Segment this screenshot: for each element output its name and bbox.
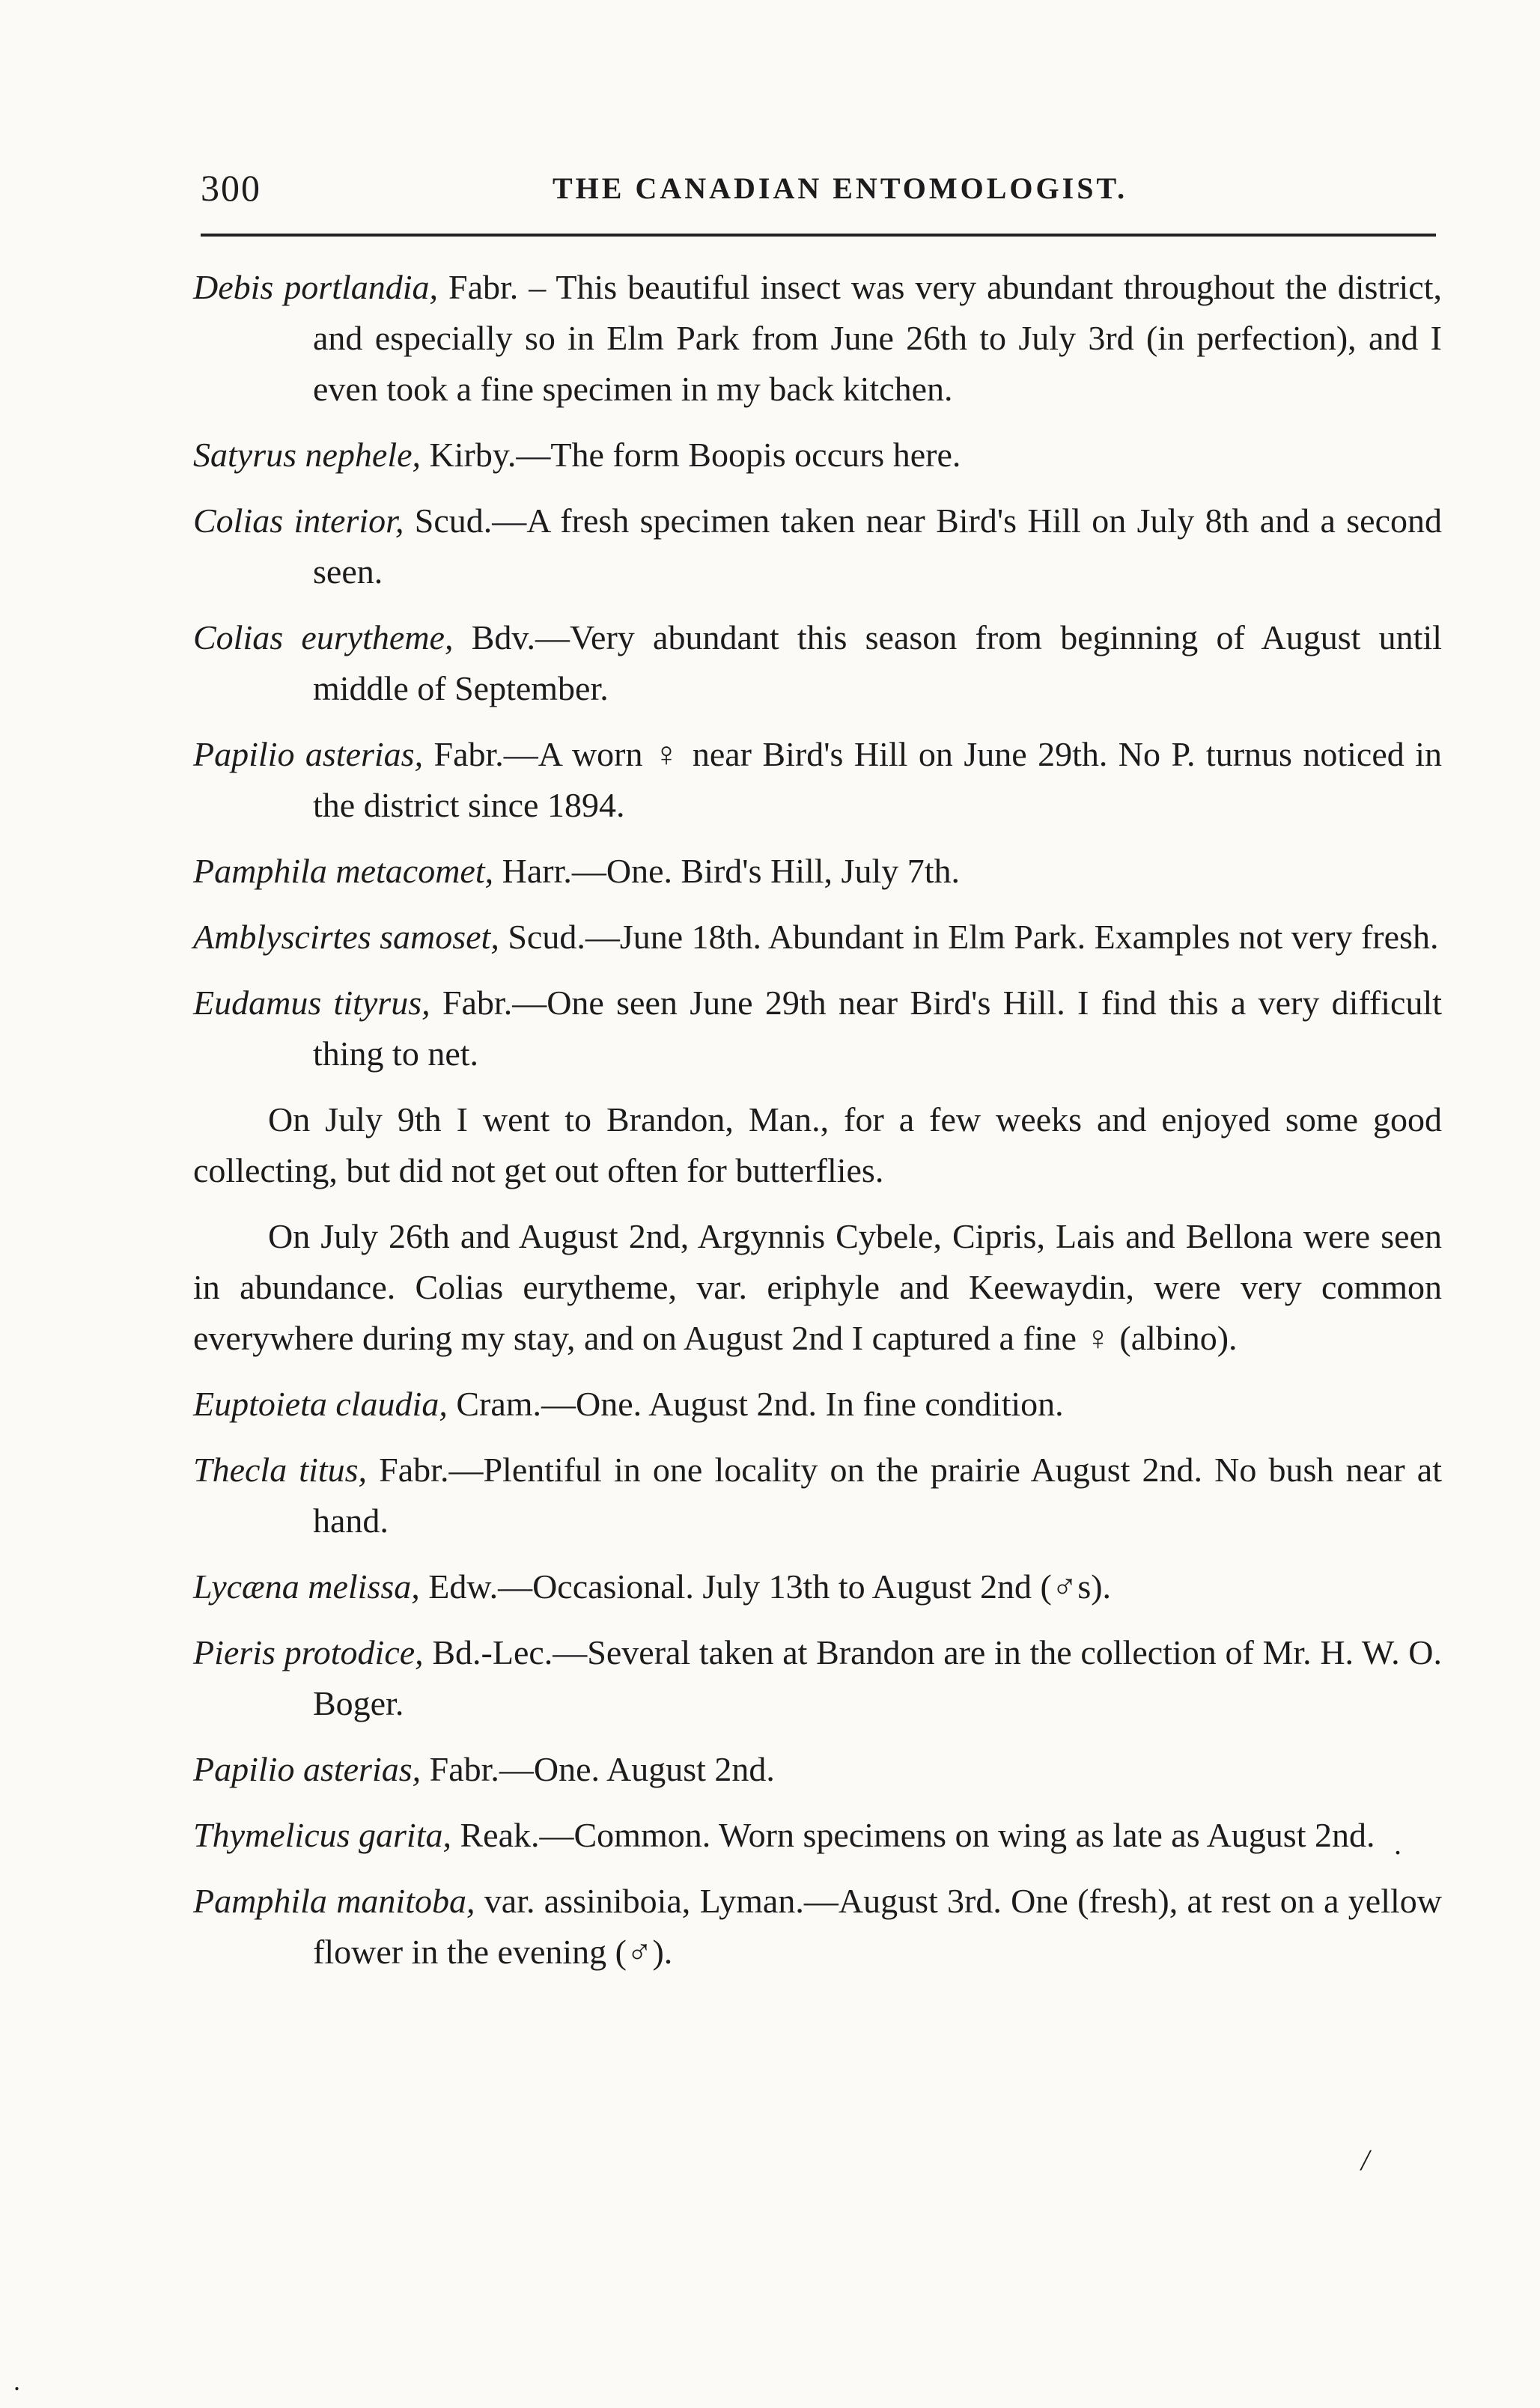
entry-text: Cram.—One. August 2nd. In fine condition. [447, 1385, 1064, 1423]
entry-text: Kirby.—The form Boopis occurs here. [421, 436, 961, 474]
body-paragraph: On July 26th and August 2nd, Argynnis Cybele, Cipris, Lais and Bellona were seen in abundance. Colias eurytheme, var. eriphyle and Keewaydin, were very common everywhere during my stay, and on August 2nd I captured a fine ♀ (albino). [193, 1217, 1442, 1357]
species-name: Eudamus tityrus, [193, 984, 430, 1022]
entry-text: Edw.—Occasional. July 13th to August 2nd (♂s). [419, 1567, 1112, 1606]
entry-text: Reak.—Common. Worn specimens on wing as late as August 2nd. [451, 1816, 1375, 1854]
species-name: Pieris protodice, [193, 1633, 424, 1671]
species-name: Lycæna melissa, [193, 1567, 420, 1606]
entry-text: Bdv.—Very abundant this season from beginning of August until middle of September. [313, 618, 1442, 707]
species-name: Pamphila metacomet, [193, 852, 494, 890]
species-name: Colias interior, [193, 502, 404, 540]
entry-text: Scud.—A fresh specimen taken near Bird's Hill on July 8th and a second seen. [313, 502, 1442, 591]
body-paragraph: On July 9th I went to Brandon, Man., for a few weeks and enjoyed some good collecting, but did not get out often for butterflies. [193, 1100, 1442, 1189]
entry-text: Harr.—One. Bird's Hill, July 7th. [493, 852, 961, 890]
species-entry [193, 978, 1442, 1079]
species-entry [193, 1876, 1442, 1978]
page-number: 300 [201, 167, 261, 209]
entry-text: Fabr.—One seen June 29th near Bird's Hill. I find this a very difficult thing to net. [313, 984, 1443, 1073]
stray-dot: . [13, 2366, 20, 2396]
species-name: Papilio asterias, [193, 1750, 421, 1788]
species-entry [193, 1379, 1442, 1430]
species-entry [193, 1744, 1442, 1795]
species-name: Colias eurytheme, [193, 618, 454, 656]
species-entry [193, 430, 1442, 481]
header-rule [201, 234, 1436, 237]
species-entry [193, 612, 1442, 714]
species-name: Papilio asterias, [193, 735, 424, 773]
entry-text: Fabr. – This beautiful insect was very abundant throughout the district, and especially so in Elm Park from June 26th to July 3rd (in perfection), and I even took a fine specimen in my back kitchen. [313, 268, 1443, 408]
entry-text: var. assiniboia, Lyman.—August 3rd. One (fresh), at rest on a yellow flower in the evening (♂). [313, 1882, 1443, 1971]
species-entry [193, 496, 1442, 597]
species-name: Debis portlandia, [193, 268, 439, 306]
species-name: Amblyscirtes samoset, [193, 918, 499, 956]
stray-dot: . [1394, 1827, 1401, 1861]
entry-text: Bd.-Lec.—Several taken at Brandon are in the collection of Mr. H. W. O. Boger. [313, 1633, 1442, 1722]
species-entry [193, 912, 1442, 963]
species-entry [193, 846, 1442, 897]
species-name: Satyrus nephele, [193, 436, 421, 474]
stray-mark: / [1361, 2143, 1370, 2177]
running-title: THE CANADIAN ENTOMOLOGIST. [553, 171, 1128, 205]
species-name: Thecla titus, [193, 1451, 368, 1489]
species-entry [193, 729, 1442, 831]
species-entry [193, 262, 1442, 415]
entry-text: Fabr.—A worn ♀ near Bird's Hill on June 29th. No P. turnus noticed in the district since 1894. [313, 735, 1442, 824]
species-entry [193, 1445, 1442, 1546]
entry-text: Fabr.—One. August 2nd. [421, 1750, 775, 1788]
species-name: Thymelicus garita, [193, 1816, 451, 1854]
page-body [193, 262, 1442, 1993]
species-name: Euptoieta claudia, [193, 1385, 448, 1423]
page-header [201, 166, 1436, 211]
species-name: Pamphila manitoba, [193, 1882, 475, 1920]
species-entry [193, 1810, 1442, 1861]
entry-text: Fabr.—Plentiful in one locality on the prairie August 2nd. No bush near at hand. [313, 1451, 1442, 1540]
species-entry [193, 1627, 1442, 1729]
species-entry [193, 1561, 1442, 1612]
entry-text: Scud.—June 18th. Abundant in Elm Park. Examples not very fresh. [499, 918, 1439, 956]
